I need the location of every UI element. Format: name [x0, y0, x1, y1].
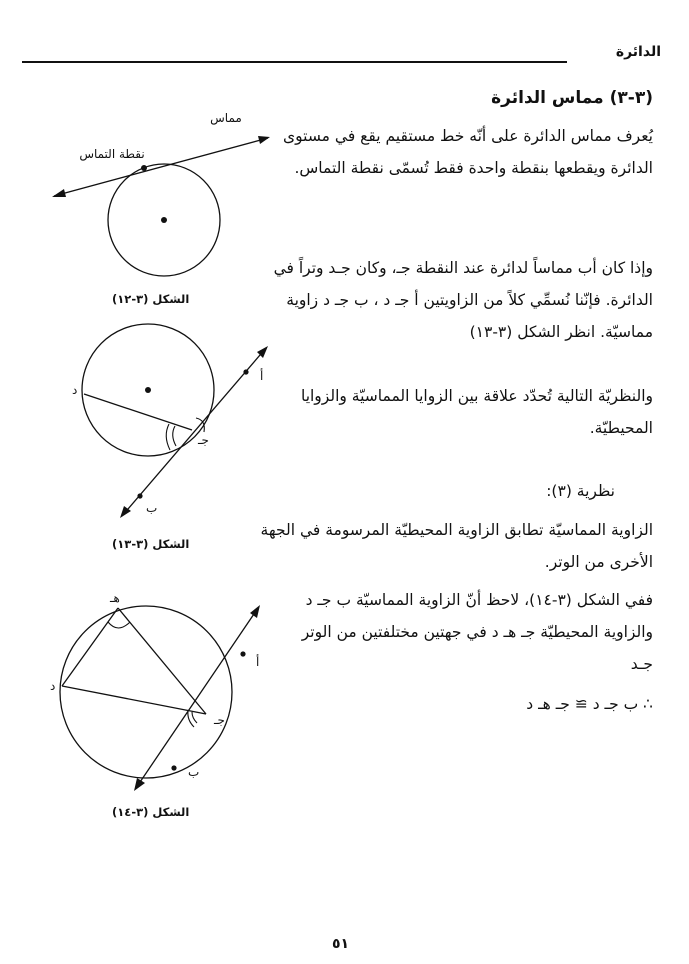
label-c: جـ	[198, 433, 209, 447]
center-dot	[161, 217, 167, 223]
label-d: د	[72, 383, 78, 397]
label-d: د	[50, 679, 56, 693]
angle-arc-2	[166, 424, 170, 450]
inscribed-angle-arc	[108, 622, 130, 628]
arrow-head-right	[258, 136, 270, 144]
label-a: أ	[256, 655, 260, 669]
theorem-intro: والنظريّة التالية تُحدّد علاقة بين الزوايا المماسيّة والزوايا المحيطيّة.	[300, 387, 653, 437]
tangent-label: مماس	[210, 111, 242, 125]
figure-3-13	[70, 330, 290, 525]
section-title: (٣-٣) مماس الدائرة	[491, 88, 653, 108]
figure-3-12-caption: الشكل (٣-١٢)	[112, 292, 190, 306]
center-dot	[145, 387, 151, 393]
figure-3-14-caption: الشكل (٣-١٤)	[112, 805, 190, 819]
label-e: هـ	[110, 591, 120, 605]
circle	[60, 606, 232, 778]
label-b: ب	[146, 501, 158, 515]
chord-ed	[62, 608, 118, 686]
figure-3-13-caption: الشكل (٣-١٣)	[112, 537, 190, 551]
point-a	[243, 369, 248, 374]
chord	[84, 394, 192, 430]
tangent-angle-arc-1	[192, 712, 197, 723]
chord-ec	[118, 608, 206, 714]
chord-dc	[62, 686, 206, 714]
running-header: الدائرة	[615, 44, 661, 60]
figure-3-14	[50, 588, 276, 798]
theorem-statement: الزاوية المماسيّة تطابق الزاوية المحيطيّة المرسومة في الجهة الأخرى من الوتر.	[260, 521, 653, 571]
tangent-angle-paragraph: وإذا كان أب مماساً لدائرة عند النقطة جـ، وكان جـد وتراً في الدائرة. فإنّنا نُسمِّي كلاً من الزاويتين أ جـ د ، ب جـ د زاوية مماسيّة. انظر الشكل (٣-١٣)	[273, 259, 653, 341]
arrow-head-top	[250, 605, 260, 618]
arrow-head-left	[52, 189, 66, 197]
tangent-definition: يُعرف مماس الدائرة على أنّه خط مستقيم يقع في مستوى الدائرة ويقطعها بنقطة واحدة فقط تُسمّى نقطة التماس.	[283, 127, 653, 177]
header-rule	[22, 61, 567, 63]
label-c: جـ	[214, 713, 225, 727]
angle-arc-1	[173, 426, 176, 446]
label-b: ب	[188, 765, 200, 779]
theorem-title: نظرية (٣):	[546, 482, 615, 500]
figure-3-12	[40, 100, 280, 290]
point-b	[171, 765, 176, 770]
tangent-angle-arc-2	[188, 711, 194, 727]
arrow-head-bottom	[134, 778, 145, 791]
label-a: أ	[260, 369, 264, 383]
page-number: ٥١	[332, 936, 350, 952]
theorem-example: ففي الشكل (٣-١٤)، لاحظ أنّ الزاوية المماسيّة ب جـ د والزاوية المحيطيّة جـ هـ د في جهتين مختلفتين من الوتر جـد	[301, 591, 653, 673]
tangent-point-label: نقطة التماس	[79, 147, 145, 161]
point-a	[240, 651, 245, 656]
conclusion: ∴ ب جـ د ≅ جـ هـ د	[526, 695, 653, 713]
tangent-point	[141, 165, 147, 171]
point-b	[137, 493, 142, 498]
